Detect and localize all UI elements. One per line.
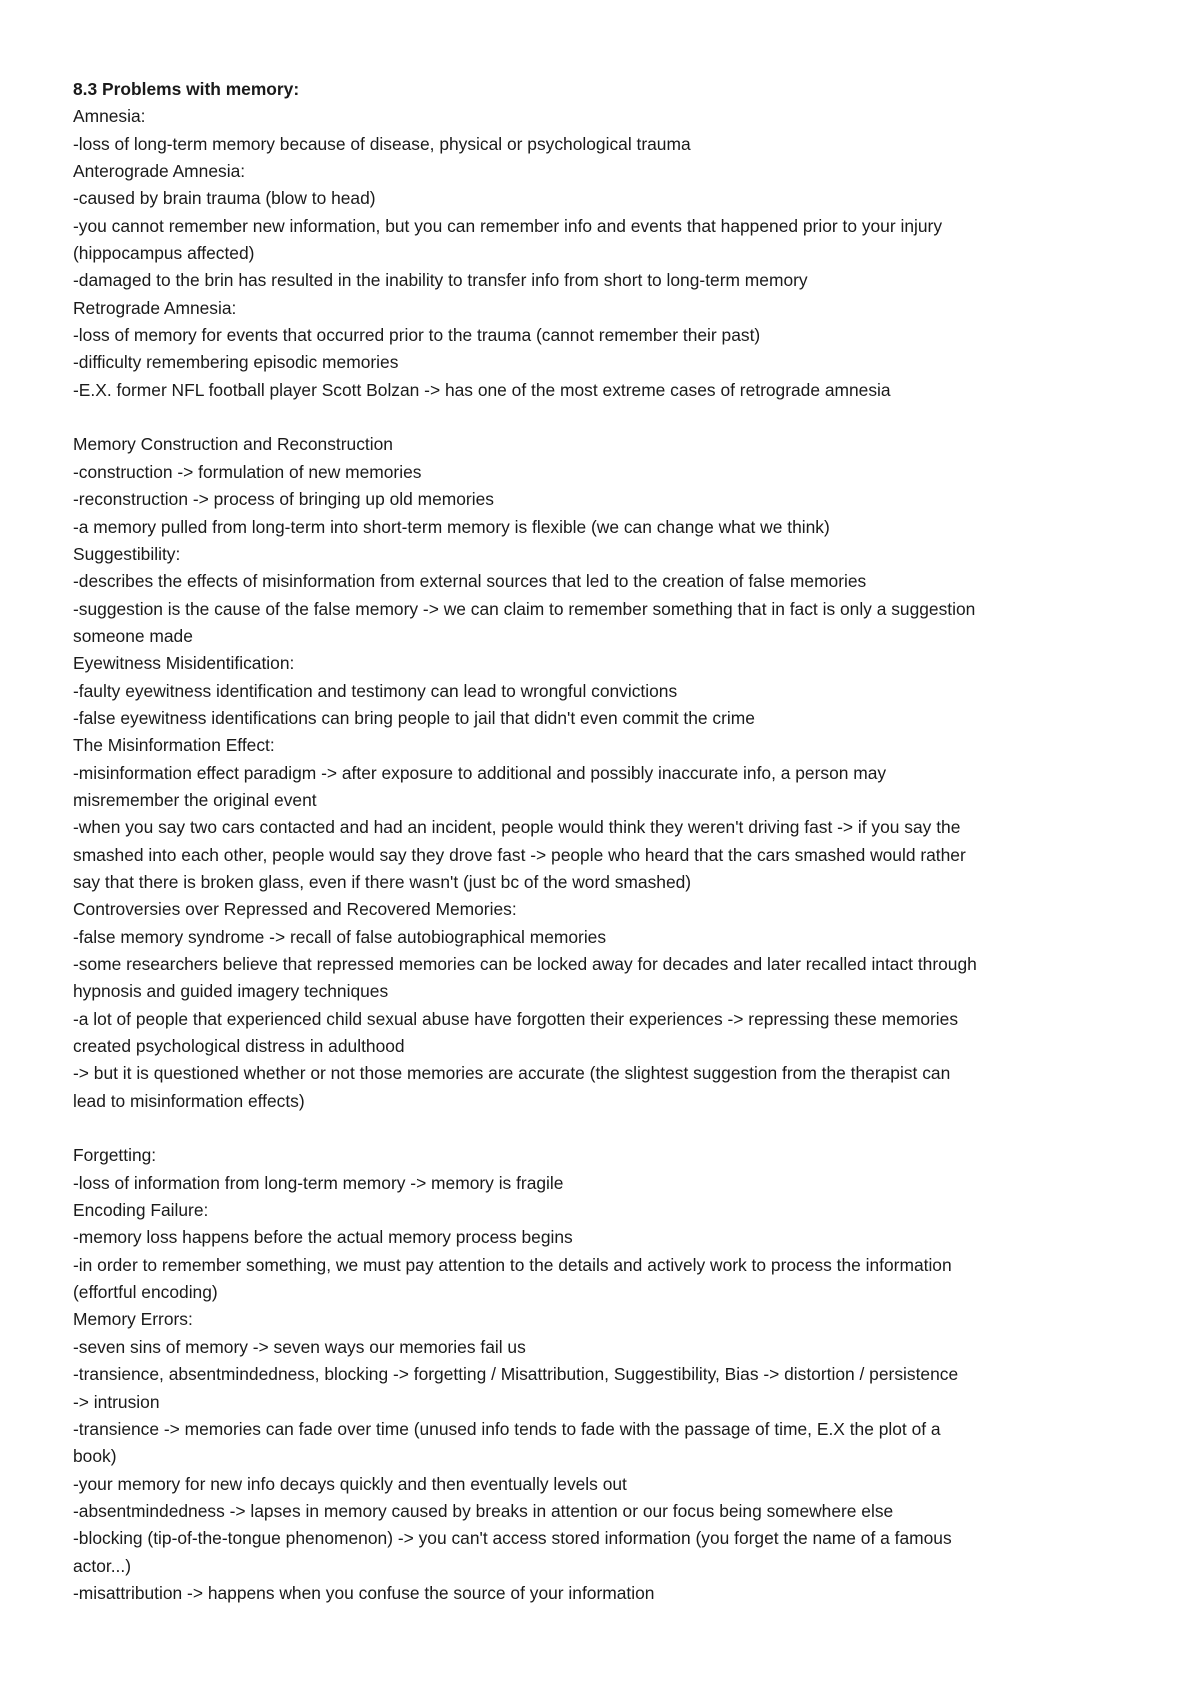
- text-line: -a lot of people that experienced child sexual abuse have forgotten their experiences -> repressing these memories: [73, 1008, 959, 1029]
- text-line: -loss of memory for events that occurred prior to the trauma (cannot remember their past): [73, 325, 761, 346]
- text-line: -a memory pulled from long-term into short-term memory is flexible (we can change what we think): [73, 516, 830, 537]
- blank-line: [73, 1115, 1135, 1142]
- text-line: -absentmindedness -> lapses in memory caused by breaks in attention or our focus being somewhere else: [73, 1500, 894, 1521]
- text-line: -difficulty remembering episodic memories: [73, 352, 399, 373]
- text-line: -damaged to the brin has resulted in the inability to transfer info from short to long-term memory: [73, 270, 808, 291]
- text-line: -in order to remember something, we must pay attention to the details and actively work to process the information: [73, 1254, 952, 1275]
- text-line: -transience -> memories can fade over time (unused info tends to fade with the passage of time, E.X the plot of a: [73, 1418, 941, 1439]
- text-line: -loss of long-term memory because of disease, physical or psychological trauma: [73, 133, 691, 154]
- text-line: -false memory syndrome -> recall of false autobiographical memories: [73, 926, 607, 947]
- text-line: -loss of information from long-term memory -> memory is fragile: [73, 1172, 564, 1193]
- text-line: -you cannot remember new information, but you can remember info and events that happened prior to your injury: [73, 215, 943, 236]
- subheading-forgetting: Forgetting:: [73, 1145, 157, 1166]
- document-body: [73, 76, 1135, 1607]
- subheading-memory-errors: Memory Errors:: [73, 1309, 193, 1330]
- subheading-retrograde-amnesia: Retrograde Amnesia:: [73, 297, 237, 318]
- text-line: -misattribution -> happens when you confuse the source of your information: [73, 1582, 655, 1603]
- text-line: lead to misinformation effects): [73, 1090, 305, 1111]
- text-line: -E.X. former NFL football player Scott Bolzan -> has one of the most extreme cases of retrograde amnesia: [73, 379, 891, 400]
- text-line: say that there is broken glass, even if there wasn't (just bc of the word smashed): [73, 871, 692, 892]
- text-line: smashed into each other, people would say they drove fast -> people who heard that the cars smashed would rather: [73, 844, 966, 865]
- text-line: -caused by brain trauma (blow to head): [73, 188, 376, 209]
- text-line: -transience, absentmindedness, blocking -> forgetting / Misattribution, Suggestibility, Bias -> distortion / persistence: [73, 1364, 959, 1385]
- text-line: -seven sins of memory -> seven ways our memories fail us: [73, 1336, 526, 1357]
- text-line: -faulty eyewitness identification and testimony can lead to wrongful convictions: [73, 680, 678, 701]
- subheading-anterograde-amnesia: Anterograde Amnesia:: [73, 161, 246, 182]
- text-line: -memory loss happens before the actual memory process begins: [73, 1227, 573, 1248]
- text-line: (effortful encoding): [73, 1282, 218, 1303]
- text-line: misremember the original event: [73, 789, 317, 810]
- text-line: actor...): [73, 1555, 131, 1576]
- subheading-memory-construction: Memory Construction and Reconstruction: [73, 434, 393, 455]
- text-line: (hippocampus affected): [73, 243, 255, 264]
- subheading-repressed-memories: Controversies over Repressed and Recovered Memories:: [73, 899, 517, 920]
- section-title: 8.3 Problems with memory:: [73, 79, 300, 99]
- text-line: -> intrusion: [73, 1391, 160, 1412]
- text-line: -construction -> formulation of new memories: [73, 461, 422, 482]
- text-line: hypnosis and guided imagery techniques: [73, 981, 389, 1002]
- text-line: -when you say two cars contacted and had an incident, people would think they weren't driving fast -> if you say the: [73, 817, 961, 838]
- subheading-amnesia: Amnesia:: [73, 106, 146, 127]
- text-line: created psychological distress in adulthood: [73, 1036, 405, 1057]
- text-line: -suggestion is the cause of the false memory -> we can claim to remember something that in fact is only a suggestion: [73, 598, 976, 619]
- text-line: book): [73, 1446, 117, 1467]
- text-line: -false eyewitness identifications can bring people to jail that didn't even commit the crime: [73, 707, 755, 728]
- text-line: -> but it is questioned whether or not those memories are accurate (the slightest suggestion from the therapist can: [73, 1063, 951, 1084]
- text-line: someone made: [73, 625, 193, 646]
- subheading-suggestibility: Suggestibility:: [73, 543, 181, 564]
- text-line: -misinformation effect paradigm -> after exposure to additional and possibly inaccurate info, a person may: [73, 762, 887, 783]
- text-line: -blocking (tip-of-the-tongue phenomenon) -> you can't access stored information (you forget the name of a famous: [73, 1528, 952, 1549]
- text-line: -describes the effects of misinformation from external sources that led to the creation of false memories: [73, 571, 867, 592]
- subheading-encoding-failure: Encoding Failure:: [73, 1200, 209, 1221]
- text-line: -some researchers believe that repressed memories can be locked away for decades and later recalled intact through: [73, 954, 977, 974]
- blank-line: [73, 404, 1135, 431]
- text-line: -your memory for new info decays quickly and then eventually levels out: [73, 1473, 627, 1494]
- subheading-eyewitness: Eyewitness Misidentification:: [73, 653, 295, 674]
- subheading-misinformation-effect: The Misinformation Effect:: [73, 735, 275, 756]
- text-line: -reconstruction -> process of bringing up old memories: [73, 489, 494, 510]
